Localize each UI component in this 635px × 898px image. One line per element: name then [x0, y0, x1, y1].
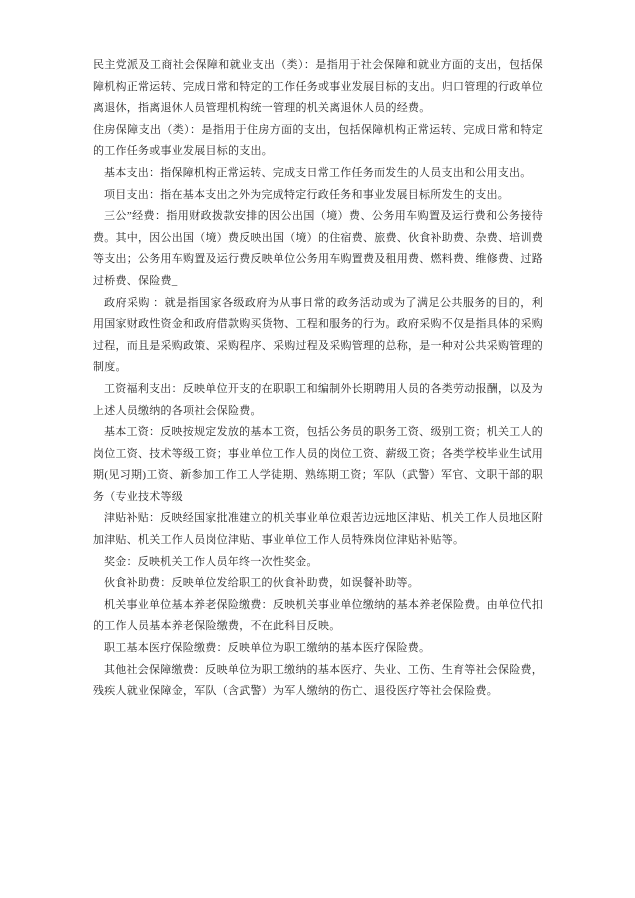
document-paragraph: 基本支出：指保障机构正常运转、完成支日常工作任务而发生的人员支出和公用支出。: [104, 166, 532, 179]
document-paragraph: 基本工资：反映按规定发放的基本工资，包括公务员的职务工资、级别工资；机关工人的岗位工资、技术等级工资；事业单位工作人员的岗位工资、薪级工资；各类学校毕业生试用期(见习期)工资、新参加工作工人学徒期、熟练期工资；军队（武警）军官、文职干部的职务（专业技术等级: [93, 426, 543, 503]
document-paragraph: 项目支出：指在基本支出之外为完成特定行政任务和事业发展目标所发生的支出。: [104, 188, 509, 201]
document-paragraph: 职工基本医疗保险缴费：反映单位为职工缴纳的基本医疗保险费。: [104, 642, 431, 655]
document-paragraph: 伙食补助费：反映单位发给职工的伙食补助费，如误餐补助等。: [104, 577, 419, 590]
document-paragraph: 工资福利支出：反映单位开支的在职职工和编制外长期聘用人员的各类劳动报酬，以及为上述人员缴纳的各项社会保险费。: [93, 382, 543, 417]
document-paragraph: 政府采购 ：就是指国家各级政府为从事日常的政务活动或为了满足公共服务的目的，利用国家财政性资金和政府借款购买货物、工程和服务的行为。政府采购不仅是指具体的采购过程，而且是采购政策、采购程序、采购过程及采购管理的总称，是一种对公共采购管理的制度。: [93, 296, 543, 374]
document-paragraph: 津贴补贴：反映经国家批准建立的机关事业单位艰苦边远地区津贴、机关工作人员地区附加津贴、机关工作人员岗位津贴、事业单位工作人员特殊岗位津贴补贴等。: [93, 512, 543, 547]
document-paragraph: 奖金：反映机关工作人员年终一次性奖金。: [104, 555, 318, 568]
document-paragraph: 住房保障支出（类）：是指用于住房方面的支出，包括保障机构正常运转、完成日常和特定的工作任务或事业发展目标的支出。: [93, 123, 543, 158]
document-paragraph: 民主党派及工商社会保障和就业支出（类）：是指用于社会保障和就业方面的支出，包括保障机构正常运转、完成日常和特定的工作任务或事业发展目标的支出。归口管理的行政单位离退休，指离退休人员管理机构统一管理的机关离退休人员的经费。: [93, 59, 543, 115]
document-paragraph: 其他社会保障缴费：反映单位为职工缴纳的基本医疗、失业、工伤、生育等社会保险费，残疾人就业保障金，军队（含武警）为军人缴纳的伤亡、退役医疗等社会保险费。: [93, 663, 543, 698]
document-paragraph: 机关事业单位基本养老保险缴费：反映机关事业单位缴纳的基本养老保险费。由单位代扣的工作人员基本养老保险缴费，不在此科目反映。: [93, 598, 543, 633]
document-paragraph: 三公”经费：指用财政拨款安排的因公出国（境）费、公务用车购置及运行费和公务接待费。其中，因公出国（境）费反映出国（境）的住宿费、旅费、伙食补助费、杂费、培训费等支出；公务用车购置及运行费反映单位公务用车购置费及租用费、燃料费、维修费、过路过桥费、保险费_: [93, 210, 543, 287]
document-body: [93, 55, 543, 703]
